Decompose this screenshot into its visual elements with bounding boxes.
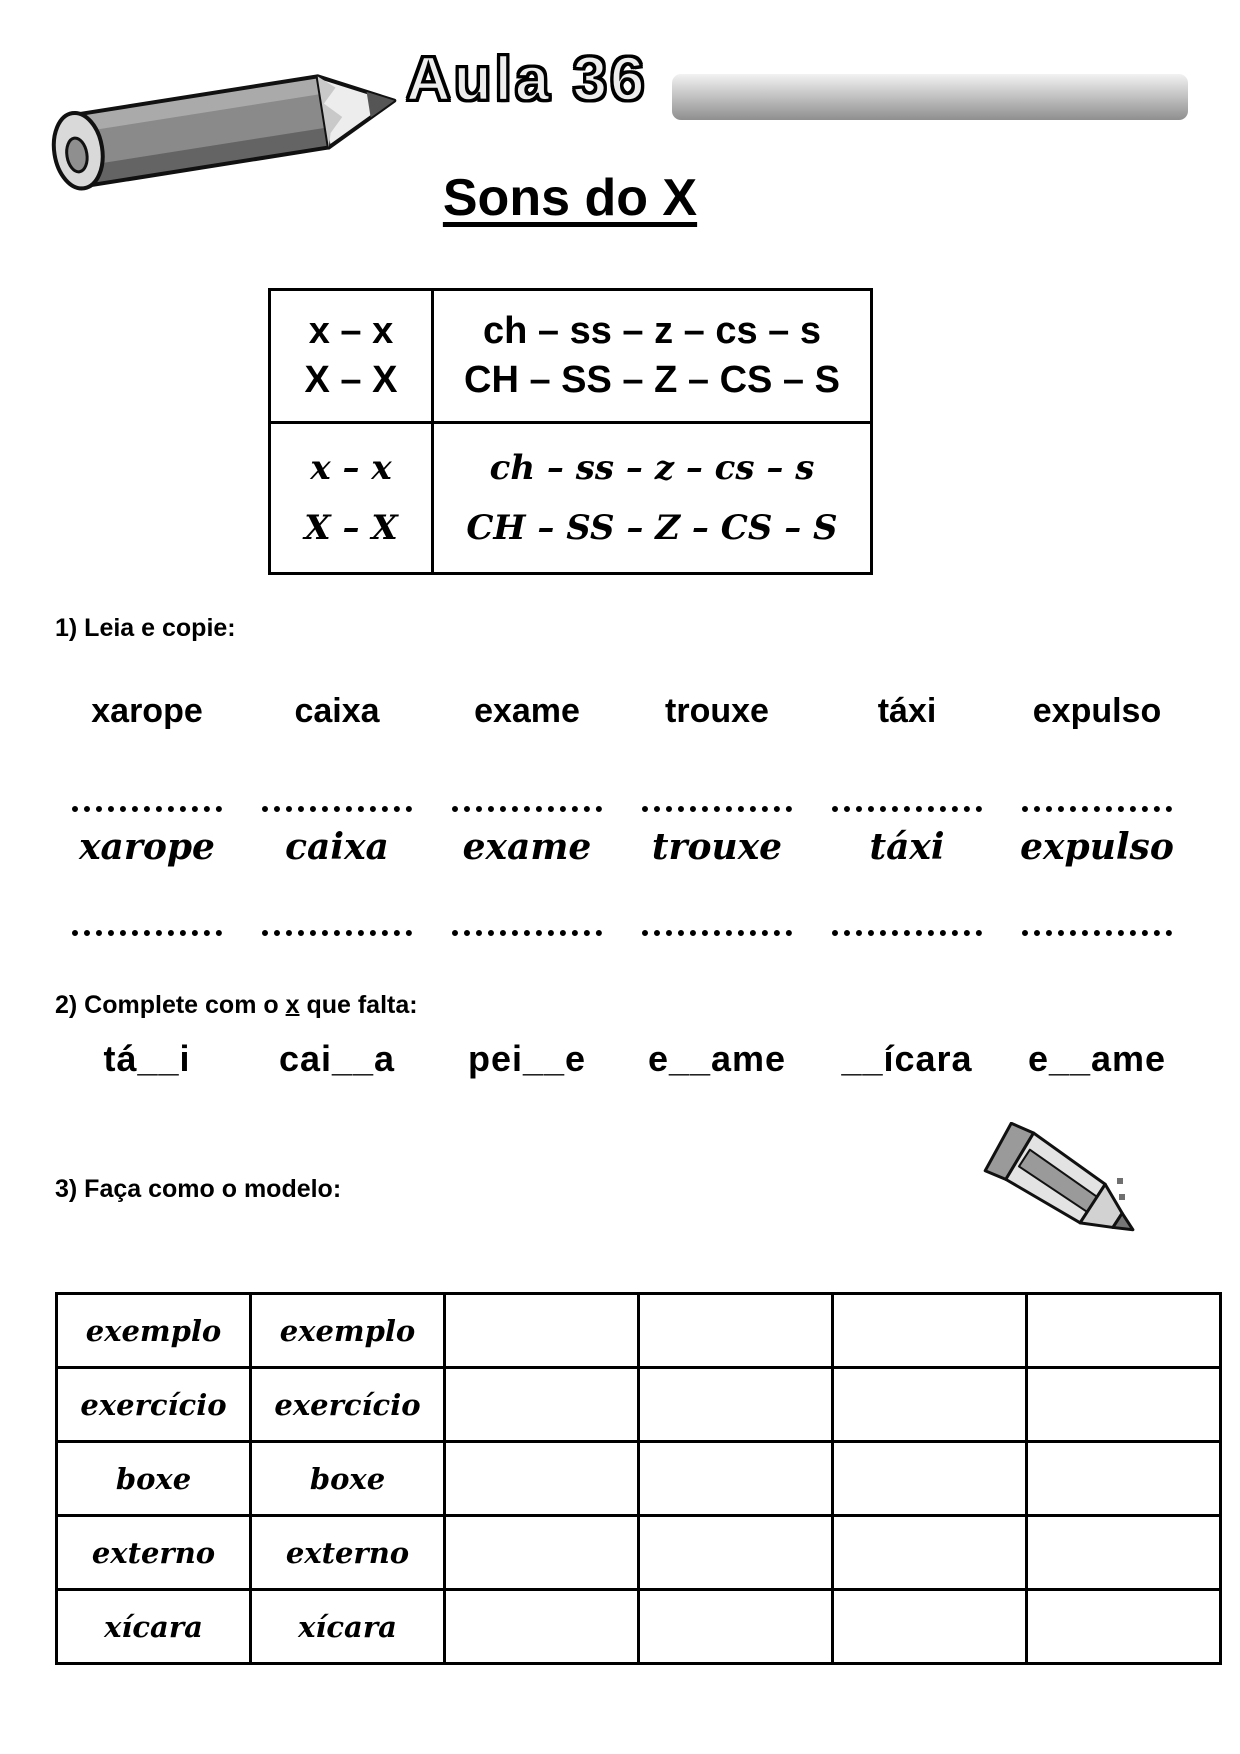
write-line — [832, 806, 982, 812]
empty-cell — [639, 1294, 833, 1368]
model-word: exemplo — [57, 1294, 251, 1368]
exercise3-label: 3) Faça como o modelo: — [55, 1175, 342, 1203]
exercise2-word: e__ame — [1027, 1038, 1167, 1079]
model-copy: boxe — [251, 1442, 445, 1516]
table-row — [57, 1590, 1221, 1664]
model-word: boxe — [57, 1442, 251, 1516]
exercise2-word: __ícara — [841, 1038, 973, 1079]
exercise2-label-prefix: 2) Complete com o — [55, 991, 286, 1019]
sounds-print-upper: CH – SS – Z – CS – S — [464, 359, 840, 401]
exercise2-label-suffix: que falta: — [299, 991, 418, 1019]
exercise1-write-line-row — [52, 930, 1192, 936]
table-row — [57, 1442, 1221, 1516]
exercise1-word: caixa — [294, 692, 380, 730]
exercise1-word-row — [52, 692, 1192, 731]
empty-cell — [445, 1368, 639, 1442]
sounds-cell-sounds-cursive — [434, 424, 870, 572]
exercise1-label: 1) Leia e copie: — [55, 614, 236, 642]
empty-cell — [833, 1368, 1027, 1442]
empty-cell — [1027, 1516, 1221, 1590]
empty-cell — [445, 1294, 639, 1368]
exercise2-word: pei__e — [467, 1038, 587, 1079]
exercise1-word: trouxe — [665, 692, 769, 730]
model-word: externo — [57, 1516, 251, 1590]
sounds-print-lower: ch – ss – z – cs – s — [482, 310, 821, 352]
empty-cell — [833, 1294, 1027, 1368]
sounds-cell-x-cursive — [271, 424, 434, 572]
model-table — [55, 1292, 1222, 1665]
model-copy: exemplo — [251, 1294, 445, 1368]
sounds-cursive-lower: ch – ss – z – cs – s — [489, 448, 815, 488]
exercise1-cursive-word: expulso — [1020, 826, 1174, 868]
exercise1-write-line-row — [52, 806, 1192, 812]
empty-cell — [639, 1442, 833, 1516]
exercise1-word: expulso — [1032, 692, 1162, 730]
exercise2-label-x: x — [285, 991, 300, 1019]
empty-cell — [445, 1516, 639, 1590]
exercise2-word: e__ame — [647, 1038, 787, 1079]
write-line — [642, 806, 792, 812]
sounds-cell-sounds-print — [434, 291, 870, 424]
x-print-lower: x – x — [308, 310, 394, 352]
sounds-cell-x-print — [271, 291, 434, 424]
write-line — [452, 930, 602, 936]
exercise1-cursive-word: táxi — [869, 826, 945, 868]
table-row — [57, 1294, 1221, 1368]
model-word: exercício — [57, 1368, 251, 1442]
write-line — [262, 930, 412, 936]
exercise1-cursive-word: trouxe — [651, 826, 783, 868]
exercise1-word: táxi — [877, 692, 937, 730]
exercise2-word: tá__i — [103, 1038, 191, 1079]
exercise1-cursive-word: exame — [462, 826, 592, 868]
empty-cell — [833, 1590, 1027, 1664]
exercise1-cursive-row — [52, 826, 1192, 868]
exercise1-cursive-word: xarope — [79, 826, 215, 868]
exercise2-word-row — [52, 1038, 1192, 1080]
model-copy: externo — [251, 1516, 445, 1590]
model-copy: exercício — [251, 1368, 445, 1442]
write-line — [72, 930, 222, 936]
write-line — [832, 930, 982, 936]
empty-cell — [639, 1516, 833, 1590]
x-cursive-upper: X – X — [304, 508, 398, 548]
empty-cell — [833, 1516, 1027, 1590]
empty-cell — [445, 1442, 639, 1516]
exercise2-label — [55, 991, 418, 1020]
exercise1-word: xarope — [91, 692, 203, 730]
exercise1-word: exame — [474, 692, 580, 730]
x-cursive-lower: x – x — [310, 448, 392, 488]
write-line — [262, 806, 412, 812]
crayon-icon — [972, 1122, 1152, 1262]
header-gradient-bar — [672, 74, 1188, 120]
empty-cell — [445, 1590, 639, 1664]
empty-cell — [639, 1368, 833, 1442]
x-print-upper: X – X — [304, 359, 398, 401]
write-line — [1022, 930, 1172, 936]
table-row — [57, 1368, 1221, 1442]
speck-dot — [1117, 1178, 1123, 1184]
empty-cell — [1027, 1590, 1221, 1664]
page-title: Sons do X — [442, 169, 698, 227]
lesson-badge: Aula 36 — [406, 45, 648, 114]
write-line — [642, 930, 792, 936]
model-word: xícara — [57, 1590, 251, 1664]
empty-cell — [833, 1442, 1027, 1516]
exercise2-word: cai__a — [278, 1038, 396, 1079]
sounds-cursive-upper: CH – SS – Z – CS – S — [466, 508, 838, 548]
model-copy: xícara — [251, 1590, 445, 1664]
empty-cell — [1027, 1294, 1221, 1368]
sounds-table — [268, 288, 873, 575]
empty-cell — [639, 1590, 833, 1664]
table-row — [57, 1516, 1221, 1590]
speck-dot — [1119, 1194, 1125, 1200]
empty-cell — [1027, 1442, 1221, 1516]
write-line — [452, 806, 602, 812]
write-line — [1022, 806, 1172, 812]
empty-cell — [1027, 1368, 1221, 1442]
write-line — [72, 806, 222, 812]
exercise1-cursive-word: caixa — [285, 826, 389, 868]
